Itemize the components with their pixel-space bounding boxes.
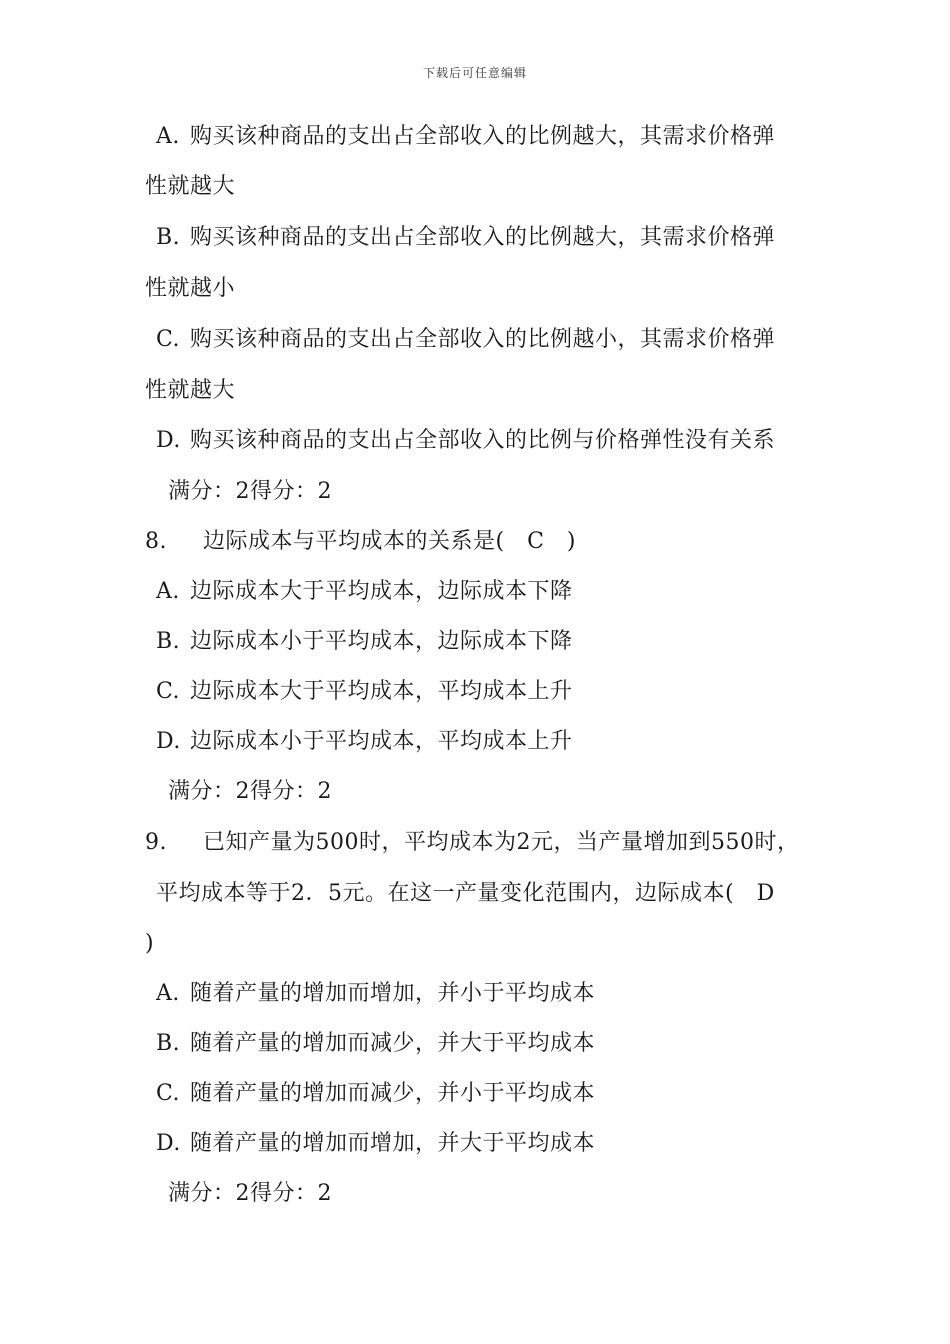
q9-stem-line2: 平均成本等于2．5元。在这一产量变化范围内，边际成本( D [156, 881, 775, 906]
option-letter: C. [156, 679, 181, 704]
q7-option-c [156, 325, 775, 355]
option-text: 购买该种商品的支出占全部收入的比例越大，其需求价格弹 [190, 225, 776, 250]
question-number: 9. [145, 830, 167, 855]
option-text: 购买该种商品的支出占全部收入的比例与价格弹性没有关系 [190, 428, 776, 453]
earned-score: 得分：2 [250, 779, 332, 804]
q7-option-d [156, 426, 775, 456]
option-text: 购买该种商品的支出占全部收入的比例越小，其需求价格弹 [190, 327, 776, 352]
earned-score: 得分：2 [250, 1181, 332, 1206]
q8-option-c [156, 677, 573, 707]
q8-option-a [156, 577, 573, 607]
q7-option-a-continued: 性就越大 [145, 174, 236, 199]
option-text: 随着产量的增加而减少，并小于平均成本 [190, 1081, 596, 1106]
option-letter: B. [156, 629, 181, 654]
option-text: 购买该种商品的支出占全部收入的比例越大，其需求价格弹 [190, 124, 776, 149]
q9-option-b [156, 1029, 595, 1059]
q8-option-b [156, 627, 573, 657]
option-letter: A. [156, 579, 180, 604]
question-text: 边际成本与平均成本的关系是( C ) [203, 529, 577, 554]
option-letter: D. [156, 729, 181, 754]
option-text: 边际成本大于平均成本，边际成本下降 [190, 579, 573, 604]
q9-stem-line3: ) [145, 931, 155, 956]
option-text: 随着产量的增加而增加，并小于平均成本 [190, 981, 596, 1006]
option-letter: A. [156, 981, 180, 1006]
q9-option-c [156, 1079, 595, 1109]
q7-score [168, 477, 332, 507]
option-letter: C. [156, 1081, 181, 1106]
question-number: 8. [145, 529, 167, 554]
option-letter: D. [156, 428, 181, 453]
q9-score [168, 1179, 332, 1209]
q7-option-b-continued: 性就越小 [145, 276, 236, 301]
q8-stem [145, 527, 576, 557]
question-text: 已知产量为500时，平均成本为2元，当产量增加到550时， [203, 830, 800, 855]
option-letter: A. [156, 124, 180, 149]
q9-stem [145, 828, 799, 858]
option-letter: D. [156, 1131, 181, 1156]
option-text: 随着产量的增加而增加，并大于平均成本 [190, 1131, 596, 1156]
option-letter: B. [156, 1031, 181, 1056]
q8-option-d [156, 727, 573, 757]
page-header: 下载后可任意编辑 [422, 66, 527, 80]
full-score: 满分：2 [168, 1181, 250, 1206]
full-score: 满分：2 [168, 779, 250, 804]
option-letter: C. [156, 327, 181, 352]
q7-option-c-continued: 性就越大 [145, 378, 236, 403]
option-text: 边际成本小于平均成本，平均成本上升 [190, 729, 573, 754]
earned-score: 得分：2 [250, 479, 332, 504]
option-letter: B. [156, 225, 181, 250]
full-score: 满分：2 [168, 479, 250, 504]
q8-score [168, 777, 332, 807]
option-text: 随着产量的增加而减少，并大于平均成本 [190, 1031, 596, 1056]
q7-option-b [156, 223, 775, 253]
option-text: 边际成本大于平均成本，平均成本上升 [190, 679, 573, 704]
option-text: 边际成本小于平均成本，边际成本下降 [190, 629, 573, 654]
q9-option-d [156, 1129, 595, 1159]
q9-option-a [156, 979, 595, 1009]
q7-option-a [156, 122, 775, 152]
